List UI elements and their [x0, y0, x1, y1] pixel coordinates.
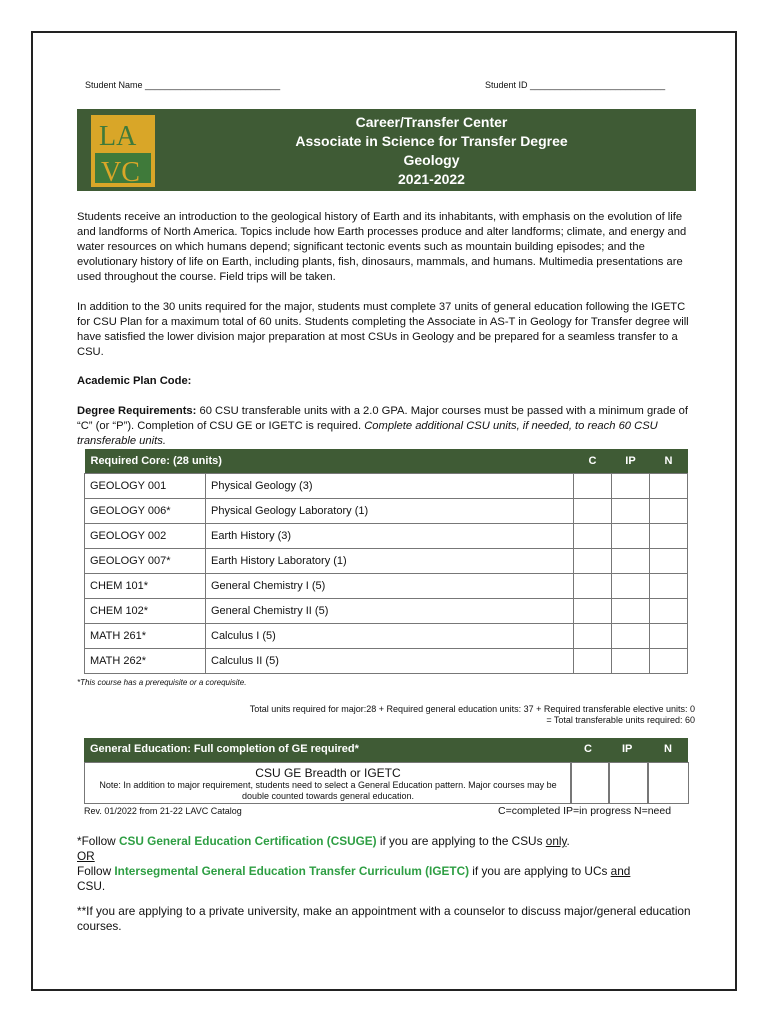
course-code: GEOLOGY 001 [85, 474, 206, 499]
course-code: GEOLOGY 007* [85, 549, 206, 574]
ge-col-ip: IP [622, 743, 633, 755]
degree-text: 60 CSU transferable units with a 2.0 GPA. Major courses must be passed with a minimum grade of “C” (or “P”). Completion of CSU GE or IGETC is required. [77, 405, 689, 432]
course-code: CHEM 101* [85, 574, 206, 599]
course-code: MATH 262* [85, 649, 206, 674]
or-label: OR [77, 849, 95, 863]
status-cell-c[interactable] [574, 599, 612, 624]
status-cell-c[interactable] [574, 474, 612, 499]
status-cell-c[interactable] [574, 549, 612, 574]
required-core-table [84, 449, 688, 674]
course-title: Earth History Laboratory (1) [206, 549, 574, 574]
private-university-note: **If you are applying to a private university, make an appointment with a counselor to discuss major/general education courses. [77, 904, 691, 933]
status-cell-c[interactable] [574, 574, 612, 599]
status-cell-n[interactable] [650, 549, 688, 574]
ge-header-bar [84, 738, 688, 762]
table-row [85, 624, 688, 649]
course-code: GEOLOGY 006* [85, 499, 206, 524]
table-row [85, 599, 688, 624]
course-title: General Chemistry II (5) [206, 599, 574, 624]
ge-cell-c[interactable] [570, 762, 610, 804]
col-c: C [574, 449, 612, 474]
totals [77, 704, 695, 726]
legend-note: C=completed IP=in progress N=need [498, 805, 672, 817]
csuge-link[interactable]: CSU General Education Certification (CSUGE) [118, 834, 377, 848]
core-header: Required Core: (28 units) [85, 449, 574, 474]
status-cell-n[interactable] [650, 599, 688, 624]
ge-cell-ip[interactable] [608, 762, 649, 804]
status-cell-ip[interactable] [612, 574, 650, 599]
status-cell-c[interactable] [574, 499, 612, 524]
degree-requirements [77, 404, 697, 449]
status-cell-n[interactable] [650, 524, 688, 549]
totals-line-2: = Total transferable units required: 60 [546, 715, 695, 725]
table-row [85, 499, 688, 524]
intro-paragraph-1: Students receive an introduction to the geological history of Earth and its inhabitants, with emphasis on the evolution of life and landforms of North America. Topics include how Earth processes produce and alter landforms; climate, and energy and water resources on which humans depend; significant tectonic events such as mountain building episodes; and the evolutionary history of life on Earth, including plants, fish, dinosaurs, mammals, and humans. Multimedia presentations are used throughout the course. Field trips will be taken. [77, 211, 687, 283]
col-n: N [650, 449, 688, 474]
igetc-link[interactable]: Intersegmental General Education Transfer Curriculum (IGETC) [114, 864, 470, 878]
logo-top-text: LA [99, 121, 137, 152]
status-cell-ip[interactable] [612, 474, 650, 499]
follow-csuge: *Follow CSU General Education Certification (CSUGE) if you are applying to the CSUs only. [77, 834, 570, 848]
status-cell-n[interactable] [650, 649, 688, 674]
course-code: MATH 261* [85, 624, 206, 649]
status-cell-ip[interactable] [612, 499, 650, 524]
table-row [85, 474, 688, 499]
banner-line-1: Career/Transfer Center [355, 114, 508, 130]
banner-title [167, 113, 696, 189]
course-title: Physical Geology (3) [206, 474, 574, 499]
degree-italic: Complete additional CSU units, if needed, to reach 60 CSU transferable units. [77, 420, 658, 447]
status-cell-ip[interactable] [612, 599, 650, 624]
banner-line-4: 2021-2022 [398, 171, 465, 187]
banner-line-3: Geology [403, 152, 460, 168]
ge-note: Note: In addition to major requirement, students need to select a General Education pattern. Major courses may be double counted towards general education. [99, 780, 557, 801]
status-cell-ip[interactable] [612, 649, 650, 674]
table-row [85, 549, 688, 574]
status-cell-n[interactable] [650, 474, 688, 499]
plan-code-label: Academic Plan Code: [77, 375, 192, 387]
status-cell-n[interactable] [650, 574, 688, 599]
lavc-logo [91, 115, 155, 187]
status-cell-c[interactable] [574, 524, 612, 549]
ge-col-n: N [664, 743, 672, 755]
revision-note: Rev. 01/2022 from 21-22 LAVC Catalog [84, 806, 242, 816]
course-code: CHEM 102* [85, 599, 206, 624]
intro-paragraph-2: In addition to the 30 units required for the major, students must complete 37 units of general education following the IGETC for CSU Plan for a maximum total of 60 units. Students completing the Associate in AS-T in Geology for Transfer degree will have satisfied the lower division major preparation at most CSUs in Geology and be prepared for a seamless transfer to a CSU. [77, 301, 689, 358]
follow-igetc: Follow Intersegmental General Education Transfer Curriculum (IGETC) if you are applying to UCs and [77, 864, 631, 878]
course-title: Earth History (3) [206, 524, 574, 549]
status-cell-n[interactable] [650, 624, 688, 649]
title-banner [77, 109, 696, 191]
table-row [85, 524, 688, 549]
course-title: Calculus I (5) [206, 624, 574, 649]
col-ip: IP [612, 449, 650, 474]
status-cell-c[interactable] [574, 649, 612, 674]
ge-col-c: C [584, 743, 592, 755]
table-row [85, 574, 688, 599]
status-cell-ip[interactable] [612, 624, 650, 649]
ge-cell-n[interactable] [647, 762, 689, 804]
course-title: Calculus II (5) [206, 649, 574, 674]
follow-igetc-end: CSU. [77, 879, 106, 893]
status-cell-c[interactable] [574, 624, 612, 649]
banner-line-2: Associate in Science for Transfer Degree [295, 133, 568, 149]
ge-header: General Education: Full completion of GE required* [90, 743, 359, 755]
status-cell-ip[interactable] [612, 524, 650, 549]
table-row [85, 649, 688, 674]
follow-section [77, 834, 697, 934]
totals-line-1: Total units required for major:28 + Required general education units: 37 + Required transferable elective units: 0 [249, 704, 695, 714]
course-code: GEOLOGY 002 [85, 524, 206, 549]
degree-label: Degree Requirements: [77, 405, 197, 417]
status-cell-ip[interactable] [612, 549, 650, 574]
status-cell-n[interactable] [650, 499, 688, 524]
core-footnote: *This course has a prerequisite or a corequisite. [77, 678, 247, 687]
course-title: Physical Geology Laboratory (1) [206, 499, 574, 524]
student-id-field[interactable]: Student ID ___________________________ [485, 80, 666, 90]
student-name-field[interactable]: Student Name ___________________________ [85, 80, 281, 90]
ge-note-box [84, 762, 572, 804]
ge-option-line: CSU GE Breadth or IGETC [255, 766, 401, 780]
course-title: General Chemistry I (5) [206, 574, 574, 599]
logo-bottom-text: VC [101, 157, 140, 187]
